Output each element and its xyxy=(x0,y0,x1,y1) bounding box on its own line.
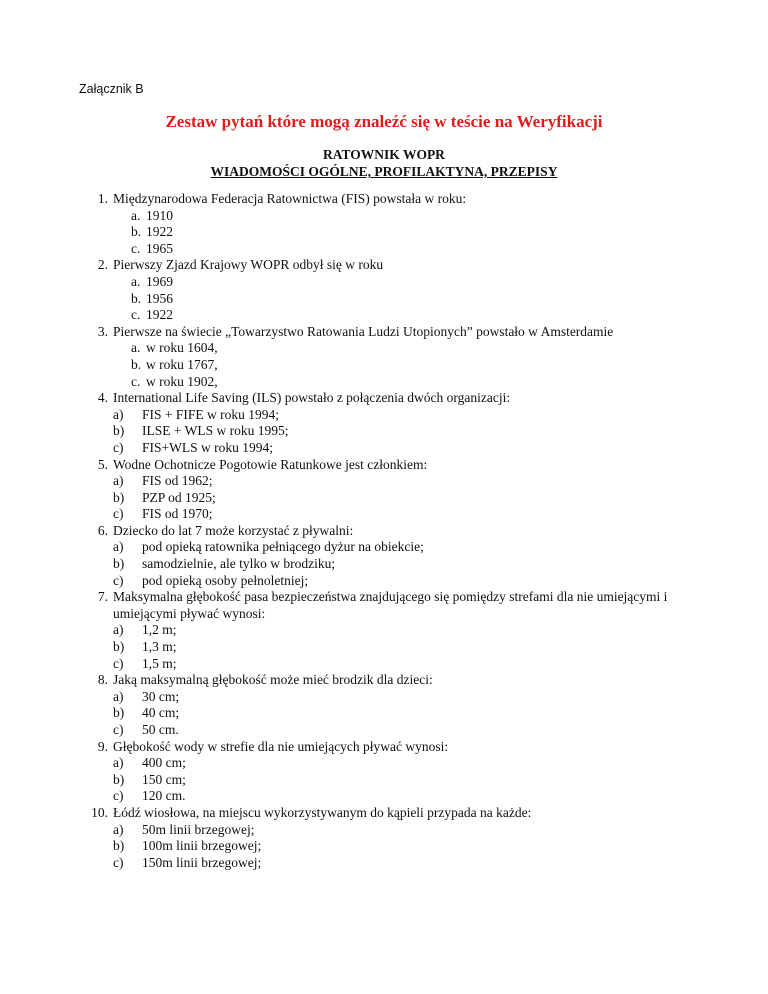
answer-list xyxy=(113,274,700,324)
answer-text: 150m linii brzegowej; xyxy=(142,854,262,870)
subtitle-section: WIADOMOŚCI OGÓLNE, PROFILAKTYNA, PRZEPISY xyxy=(210,164,558,179)
answer-option xyxy=(113,440,700,457)
answer-option xyxy=(113,374,700,391)
answer-text: 120 cm. xyxy=(142,788,186,804)
answer-letter: a) xyxy=(113,755,124,771)
answer-letter: a) xyxy=(113,821,124,837)
answer-text: 1910 xyxy=(146,207,173,223)
answer-letter: c) xyxy=(113,506,124,522)
answer-text: 50m linii brzegowej; xyxy=(142,821,255,837)
question-text: Jaką maksymalną głębokość może mieć brodzik dla dzieci: xyxy=(113,672,433,688)
question-text: Pierwszy Zjazd Krajowy WOPR odbył się w roku xyxy=(113,257,384,273)
answer-option xyxy=(113,573,700,590)
question-number: 6. xyxy=(97,522,108,538)
answer-option xyxy=(113,241,700,258)
answer-text: w roku 1604, xyxy=(146,340,218,356)
answer-letter: a. xyxy=(131,207,141,223)
answer-letter: a. xyxy=(131,340,141,356)
question-item xyxy=(80,672,700,738)
answer-letter: a) xyxy=(113,688,124,704)
answer-text: 400 cm; xyxy=(142,755,186,771)
answer-list xyxy=(113,622,700,672)
answer-letter: a. xyxy=(131,273,141,289)
question-number: 8. xyxy=(97,672,108,688)
answer-text: pod opieką osoby pełnoletniej; xyxy=(142,572,309,588)
question-number: 10. xyxy=(91,804,108,820)
question-item xyxy=(80,805,700,871)
answer-letter: b) xyxy=(113,771,125,787)
answer-option xyxy=(113,705,700,722)
answer-option xyxy=(113,539,700,556)
answer-letter: b) xyxy=(113,838,125,854)
answer-option xyxy=(113,490,700,507)
answer-text: 1,5 m; xyxy=(142,655,177,671)
answer-option xyxy=(113,291,700,308)
answer-text: 1969 xyxy=(146,273,173,289)
answer-text: 40 cm; xyxy=(142,705,180,721)
answer-letter: b) xyxy=(113,639,125,655)
answer-text: 30 cm; xyxy=(142,688,180,704)
question-item xyxy=(80,739,700,805)
answer-option xyxy=(113,357,700,374)
answer-option xyxy=(113,407,700,424)
answer-option xyxy=(113,838,700,855)
question-number: 4. xyxy=(97,390,108,406)
answer-option xyxy=(113,639,700,656)
answer-letter: c) xyxy=(113,655,124,671)
document-title: Zestaw pytań które mogą znaleźć się w teście na Weryfikacji xyxy=(165,112,603,131)
answer-letter: c. xyxy=(131,373,141,389)
answer-letter: b. xyxy=(131,356,142,372)
answer-letter: c) xyxy=(113,439,124,455)
answer-list xyxy=(113,822,700,872)
answer-letter: b) xyxy=(113,556,125,572)
answer-letter: c) xyxy=(113,854,124,870)
answer-list xyxy=(113,208,700,258)
question-item xyxy=(80,257,700,323)
answer-text: 50 cm. xyxy=(142,722,179,737)
answer-text: w roku 1767, xyxy=(146,356,218,372)
answer-option xyxy=(113,423,700,440)
answer-letter: c) xyxy=(113,722,124,737)
question-number: 7. xyxy=(97,589,108,605)
answer-text: FIS od 1970; xyxy=(142,506,213,522)
question-text: Łódź wiosłowa, na miejscu wykorzystywanym do kąpieli przypada na każde: xyxy=(113,804,532,820)
answer-option xyxy=(113,208,700,225)
answer-text: FIS+WLS w roku 1994; xyxy=(142,439,273,455)
answer-letter: a) xyxy=(113,473,124,489)
answer-option xyxy=(113,722,700,739)
answer-text: 1922 xyxy=(146,307,173,323)
question-number: 9. xyxy=(97,738,108,754)
answer-option xyxy=(113,656,700,673)
question-item xyxy=(80,457,700,523)
answer-letter: b. xyxy=(131,224,142,240)
answer-letter: b) xyxy=(113,489,125,505)
question-list xyxy=(80,191,700,871)
question-number: 2. xyxy=(97,257,108,273)
answer-letter: c) xyxy=(113,572,124,588)
question-item xyxy=(80,324,700,390)
answer-option xyxy=(113,506,700,523)
answer-list xyxy=(113,755,700,805)
answer-letter: c. xyxy=(131,307,141,323)
answer-list xyxy=(113,407,700,457)
answer-text: w roku 1902, xyxy=(146,373,218,389)
answer-option xyxy=(113,689,700,706)
answer-option xyxy=(113,788,700,805)
question-text: International Life Saving (ILS) powstało z połączenia dwóch organizacji: xyxy=(113,390,511,406)
answer-text: samodzielnie, ale tylko w brodziku; xyxy=(142,556,336,572)
answer-text: 150 cm; xyxy=(142,771,186,787)
answer-letter: c) xyxy=(113,788,124,804)
question-item xyxy=(80,523,700,589)
answer-option xyxy=(113,822,700,839)
question-text: Międzynarodowa Federacja Ratownictwa (FIS) powstała w roku: xyxy=(113,191,467,206)
answer-letter: a) xyxy=(113,622,124,638)
answer-letter: b) xyxy=(113,423,125,439)
question-text: Dziecko do lat 7 może korzystać z pływalni: xyxy=(113,522,354,538)
answer-text: 1965 xyxy=(146,240,173,256)
answer-option xyxy=(113,755,700,772)
answer-option xyxy=(113,772,700,789)
question-item xyxy=(80,390,700,456)
subtitle-rank: RATOWNIK WOPR xyxy=(323,147,445,162)
answer-option xyxy=(113,622,700,639)
question-number: 5. xyxy=(97,456,108,472)
answer-option xyxy=(113,855,700,872)
answer-option xyxy=(113,556,700,573)
answer-text: PZP od 1925; xyxy=(142,489,216,505)
answer-letter: c. xyxy=(131,240,141,256)
answer-text: FIS od 1962; xyxy=(142,473,213,489)
answer-text: 1956 xyxy=(146,290,173,306)
answer-text: 1,2 m; xyxy=(142,622,177,638)
answer-text: 1922 xyxy=(146,224,173,240)
answer-letter: a) xyxy=(113,539,124,555)
answer-list xyxy=(113,340,700,390)
answer-text: FIS + FIFE w roku 1994; xyxy=(142,406,280,422)
answer-option xyxy=(113,473,700,490)
answer-list xyxy=(113,689,700,739)
question-text: Wodne Ochotnicze Pogotowie Ratunkowe jest członkiem: xyxy=(113,456,428,472)
question-text: Maksymalna głębokość pasa bezpieczeństwa znajdującego się pomiędzy strefami dla nie umiejącymi i umiejącymi pływać wynosi: xyxy=(113,589,668,621)
answer-option xyxy=(113,340,700,357)
question-text: Pierwsze na świecie „Towarzystwo Ratowania Ludzi Utopionych” powstało w Amsterdamie xyxy=(113,323,614,339)
answer-text: 100m linii brzegowej; xyxy=(142,838,262,854)
question-number: 1. xyxy=(97,191,108,206)
answer-text: ILSE + WLS w roku 1995; xyxy=(142,423,289,439)
answer-list xyxy=(113,473,700,523)
question-item xyxy=(80,191,700,257)
question-item xyxy=(80,589,700,672)
answer-text: pod opieką ratownika pełniącego dyżur na obiekcie; xyxy=(142,539,424,555)
answer-option xyxy=(113,224,700,241)
answer-letter: b) xyxy=(113,705,125,721)
answer-option xyxy=(113,307,700,324)
annex-label: Załącznik B xyxy=(79,82,144,96)
answer-option xyxy=(113,274,700,291)
question-text: Głębokość wody w strefie dla nie umiejących pływać wynosi: xyxy=(113,738,449,754)
answer-letter: a) xyxy=(113,406,124,422)
answer-list xyxy=(113,539,700,589)
question-number: 3. xyxy=(97,323,108,339)
answer-text: 1,3 m; xyxy=(142,639,177,655)
answer-letter: b. xyxy=(131,290,142,306)
